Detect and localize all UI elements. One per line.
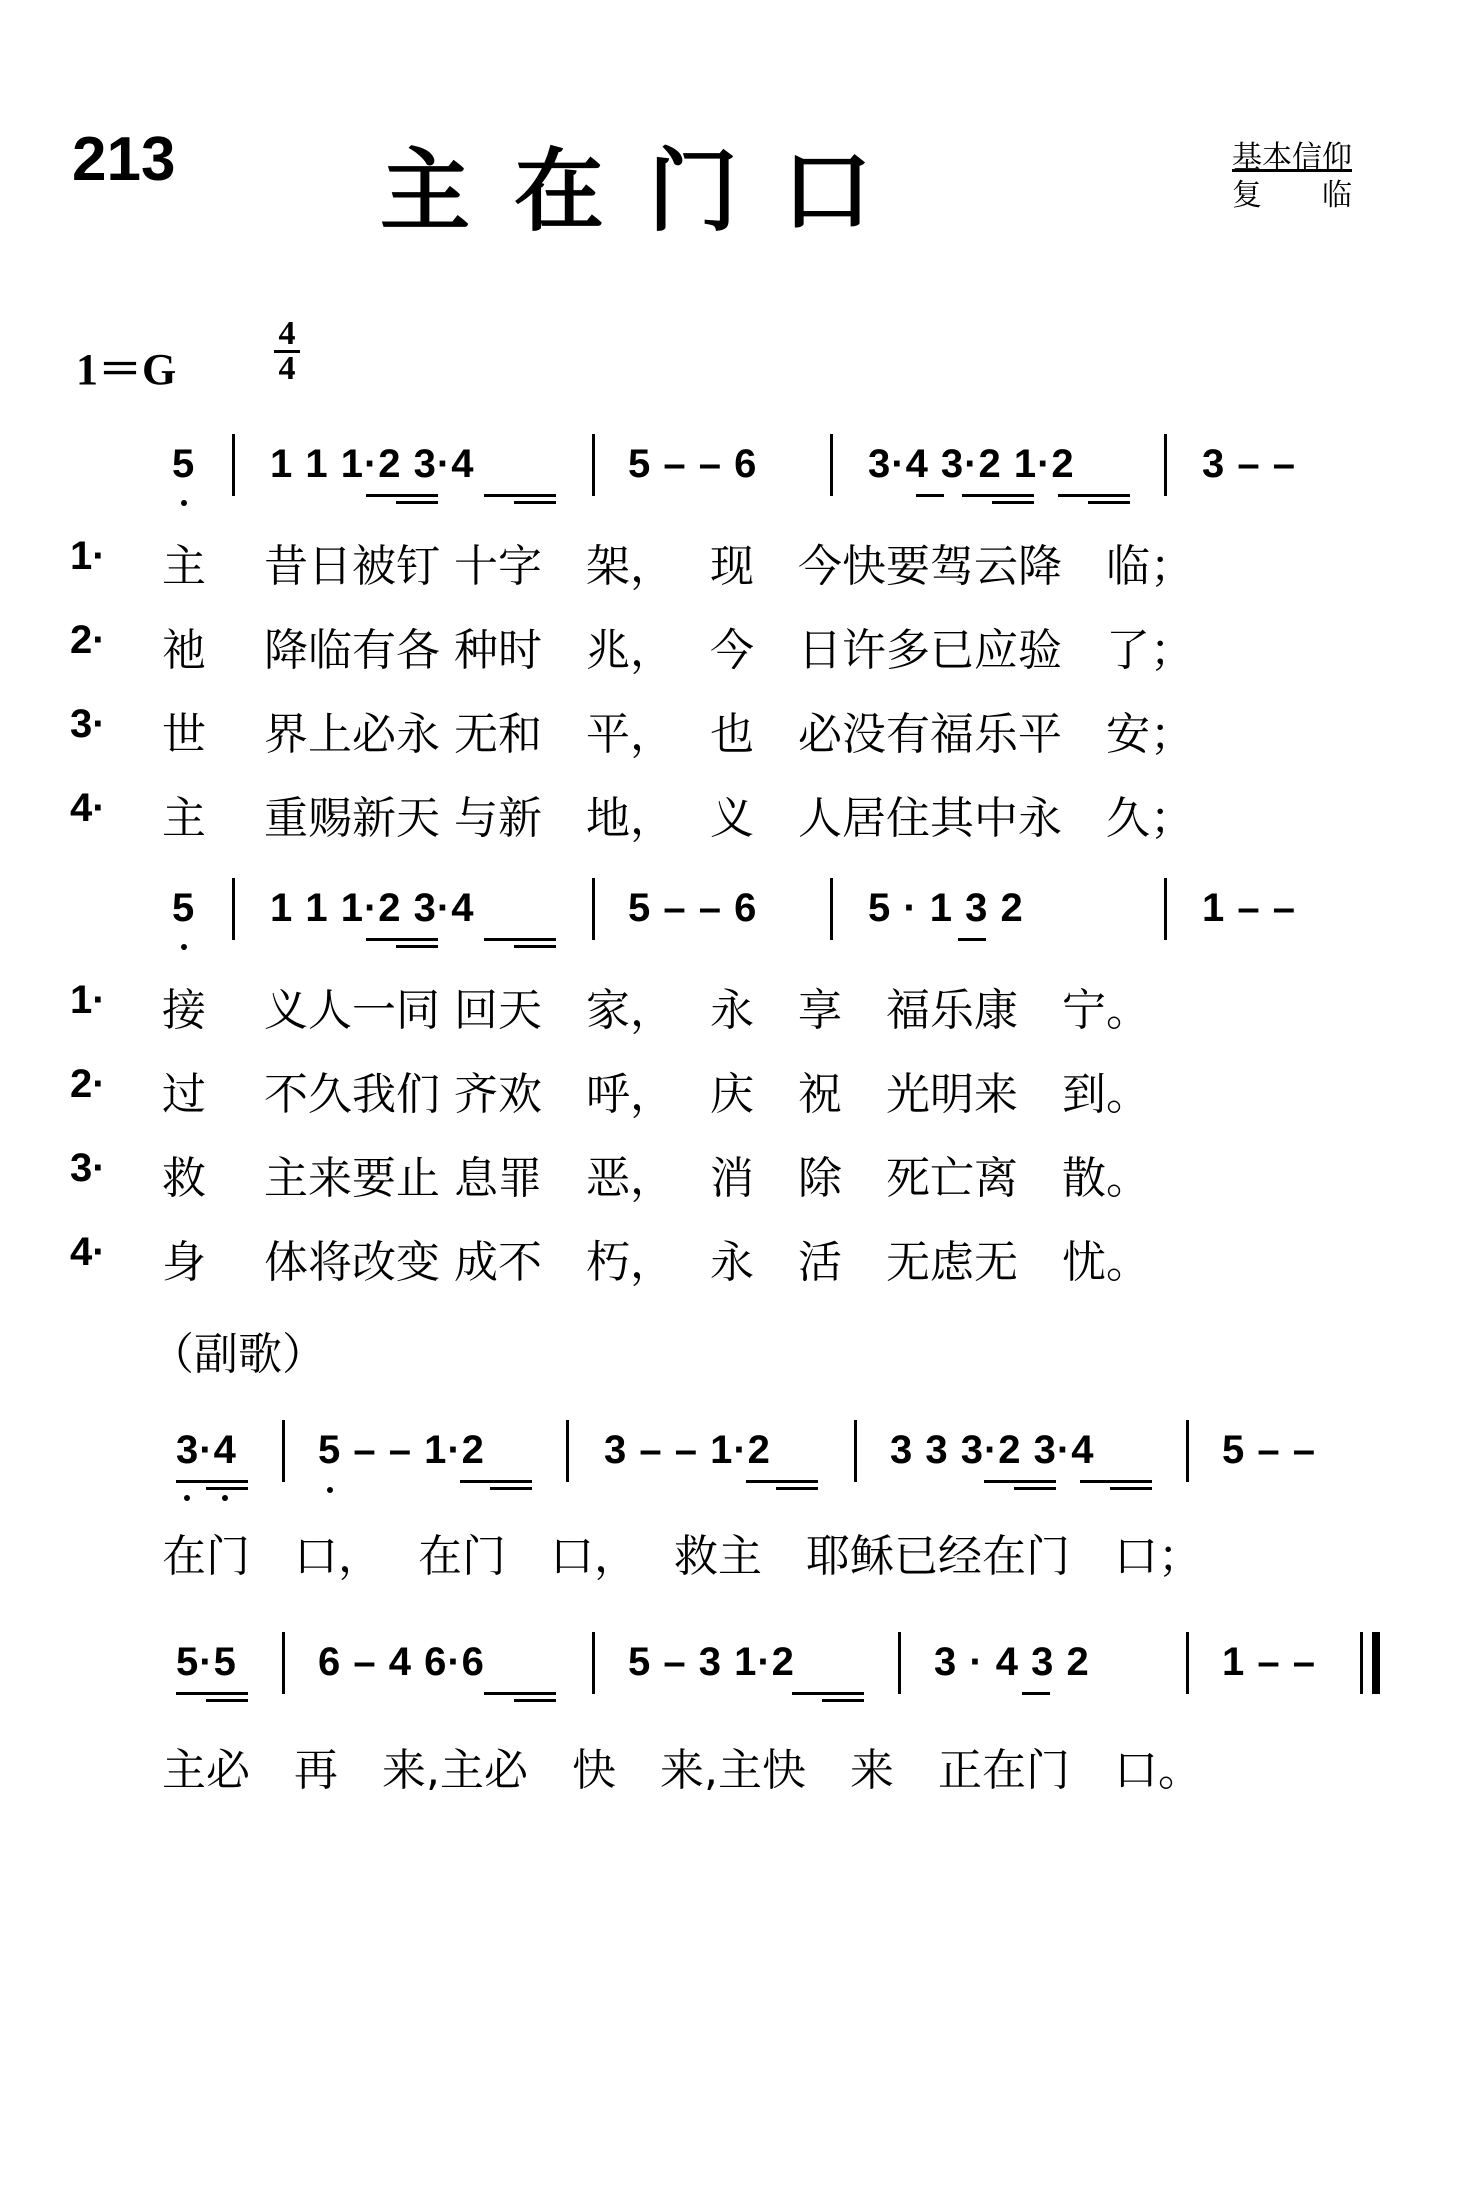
beam bbox=[822, 1699, 864, 1702]
measure-pickup: 3·4 bbox=[176, 1428, 237, 1472]
lyric-line: 救 主来要止 息罪 恶， 消 除 死亡离 散。 bbox=[162, 1153, 1150, 1204]
final-barline-thin bbox=[1360, 1632, 1363, 1694]
beam bbox=[176, 1692, 248, 1695]
measure: 3·4 3·2 1·2 bbox=[868, 442, 1075, 486]
beam bbox=[792, 1692, 864, 1695]
measure: 5 – – bbox=[1222, 1428, 1316, 1472]
measure: 5 – – 6 bbox=[628, 886, 758, 930]
hymn-title: 主在门口 bbox=[380, 138, 916, 244]
verse-number: 1· bbox=[70, 534, 106, 578]
lyric-line: 世 界上必永 无和 平， 也 必没有福乐平 安； bbox=[162, 709, 1194, 760]
beam bbox=[776, 1487, 818, 1490]
beam bbox=[490, 1487, 532, 1490]
barline bbox=[1164, 434, 1167, 496]
barline bbox=[232, 878, 235, 940]
barline bbox=[830, 878, 833, 940]
lyric-line: 身 体将改变 成不 朽， 永 活 无虑无 忧。 bbox=[162, 1237, 1150, 1288]
measure: 3 – – 1·2 bbox=[604, 1428, 771, 1472]
time-signature-top: 4 bbox=[278, 315, 296, 352]
barline bbox=[1186, 1420, 1189, 1482]
beam bbox=[992, 501, 1034, 504]
measure-pickup: 5·5 bbox=[176, 1640, 237, 1684]
key-signature: 1＝G bbox=[76, 345, 177, 394]
barline bbox=[566, 1420, 569, 1482]
beam bbox=[1058, 494, 1130, 497]
beam bbox=[514, 501, 556, 504]
hymn-number: 213 bbox=[72, 125, 176, 194]
chorus-lyric-line: 主必 再 来,主必 快 来,主快 来 正在门 口。 bbox=[162, 1745, 1202, 1796]
verse-number: 1· bbox=[70, 978, 106, 1022]
barline bbox=[898, 1632, 901, 1694]
barline bbox=[1186, 1632, 1189, 1694]
beam bbox=[206, 1487, 248, 1490]
beam bbox=[206, 1699, 248, 1702]
verse-number: 3· bbox=[70, 702, 106, 746]
measure: 3 · 4 3 2 bbox=[934, 1640, 1090, 1684]
beam bbox=[1110, 1487, 1152, 1490]
low-octave-dot bbox=[184, 1495, 190, 1501]
beam bbox=[176, 1480, 248, 1483]
beam bbox=[484, 1692, 556, 1695]
verse-number: 2· bbox=[70, 618, 106, 662]
beam bbox=[1014, 1487, 1056, 1490]
measure: 5 · 1 3 2 bbox=[868, 886, 1024, 930]
hymn-subcategory: 复 临 bbox=[1232, 178, 1352, 213]
measure: 1 – – bbox=[1222, 1640, 1316, 1684]
verse-number: 2· bbox=[70, 1062, 106, 1106]
verse-number: 4· bbox=[70, 786, 106, 830]
measure: 6 – 4 6·6 bbox=[318, 1640, 485, 1684]
low-octave-dot bbox=[327, 1487, 333, 1493]
low-octave-dot bbox=[181, 500, 187, 506]
beam bbox=[984, 1480, 1056, 1483]
measure: 5 – 3 1·2 bbox=[628, 1640, 795, 1684]
beam bbox=[484, 938, 556, 941]
measure: 1 1 1·2 3·4 bbox=[270, 886, 475, 930]
beam bbox=[484, 494, 556, 497]
measure: 3 3 3·2 3·4 bbox=[890, 1428, 1095, 1472]
beam bbox=[514, 945, 556, 948]
verse-number: 3· bbox=[70, 1146, 106, 1190]
beam bbox=[366, 938, 438, 941]
beam bbox=[460, 1480, 532, 1483]
measure: 1 – – bbox=[1202, 886, 1296, 930]
barline bbox=[1164, 878, 1167, 940]
hymn-category: 基本信仰 bbox=[1232, 140, 1352, 175]
low-octave-dot bbox=[181, 944, 187, 950]
measure: 1 1 1·2 3·4 bbox=[270, 442, 475, 486]
beam bbox=[962, 494, 1034, 497]
barline bbox=[592, 1632, 595, 1694]
measure: 5 – – 1·2 bbox=[318, 1428, 485, 1472]
beam bbox=[514, 1699, 556, 1702]
time-signature-bottom: 4 bbox=[278, 350, 296, 387]
barline bbox=[592, 878, 595, 940]
lyric-line: 祂 降临有各 种时 兆， 今 日许多已应验 了； bbox=[162, 625, 1194, 676]
beam bbox=[1080, 1480, 1152, 1483]
barline bbox=[232, 434, 235, 496]
lyric-line: 接 义人一同 回天 家， 永 享 福乐康 宁。 bbox=[162, 985, 1150, 1036]
measure-pickup: 5 bbox=[172, 886, 196, 930]
beam bbox=[746, 1480, 818, 1483]
beam bbox=[396, 945, 438, 948]
time-signature bbox=[272, 315, 302, 387]
final-barline bbox=[1372, 1632, 1380, 1694]
measure: 3 – – bbox=[1202, 442, 1296, 486]
beam bbox=[1022, 1692, 1050, 1695]
lyric-line: 主 重赐新天 与新 地， 义 人居住其中永 久； bbox=[162, 793, 1194, 844]
beam bbox=[916, 494, 944, 497]
barline bbox=[854, 1420, 857, 1482]
barline bbox=[592, 434, 595, 496]
beam bbox=[1088, 501, 1130, 504]
chorus-label: （副歌） bbox=[150, 1329, 326, 1380]
beam bbox=[396, 501, 438, 504]
verse-number: 4· bbox=[70, 1230, 106, 1274]
lyric-line: 过 不久我们 齐欢 呼， 庆 祝 光明来 到。 bbox=[162, 1069, 1150, 1120]
barline bbox=[830, 434, 833, 496]
beam bbox=[958, 938, 986, 941]
low-octave-dot bbox=[222, 1495, 228, 1501]
lyric-line: 主 昔日被钉 十字 架， 现 今快要驾云降 临； bbox=[162, 541, 1194, 592]
measure: 5 – – 6 bbox=[628, 442, 758, 486]
barline bbox=[282, 1632, 285, 1694]
measure-pickup: 5 bbox=[172, 442, 196, 486]
chorus-lyric-line: 在门 口， 在门 口， 救主 耶稣已经在门 口； bbox=[162, 1531, 1202, 1582]
barline bbox=[282, 1420, 285, 1482]
beam bbox=[366, 494, 438, 497]
